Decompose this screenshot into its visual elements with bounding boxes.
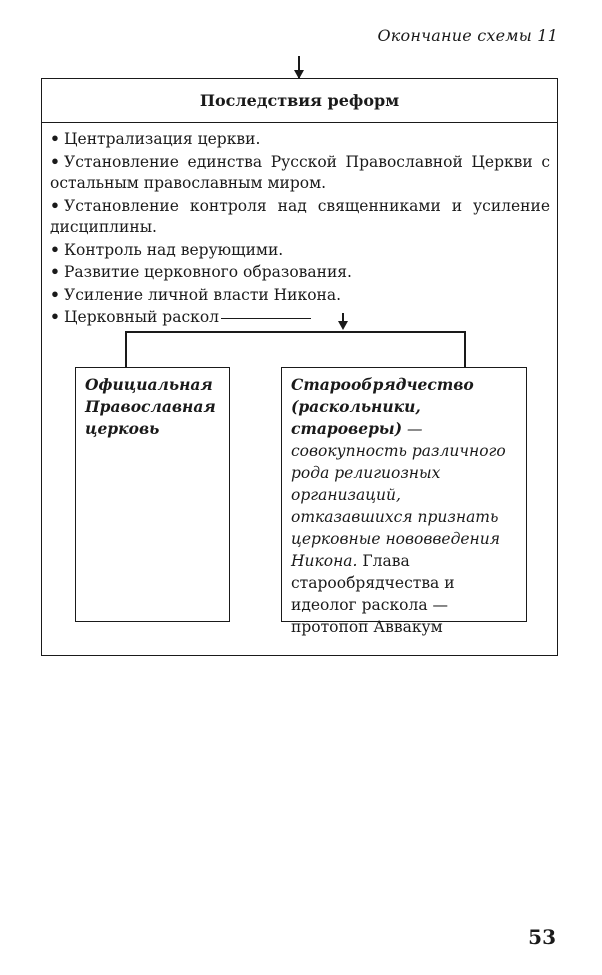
page-number: 53 <box>528 925 556 949</box>
bullet-icon: • <box>50 284 60 304</box>
old-belief-box <box>281 367 527 636</box>
bullet-icon: • <box>50 307 60 326</box>
branch-right-line <box>464 331 466 367</box>
list-item-text: Установление контроля над священниками и усиление дисциплины. <box>50 196 550 236</box>
branch-left-line <box>125 331 127 367</box>
list-item <box>50 239 550 262</box>
official-church-box <box>75 367 230 622</box>
list-item <box>50 151 550 195</box>
old-belief-term: Старообрядчество (раскольники, староверы) <box>291 375 474 438</box>
list-item <box>50 128 550 151</box>
scheme-caption: Окончание схемы 11 <box>377 26 558 45</box>
list-item-text: Установление единства Русской Православной Церкви с остальным православным миром. <box>50 152 550 192</box>
branch-horizontal-line <box>125 331 465 333</box>
list-item <box>50 261 550 284</box>
list-item <box>50 284 550 307</box>
official-church-label: Официальная Православная церковь <box>85 375 216 438</box>
bullet-icon: • <box>50 151 60 171</box>
schism-connector-line <box>221 318 311 319</box>
list-item-text: Усиление личной власти Никона. <box>64 285 342 304</box>
old-belief-definition: — совокупность различного рода религиозных организаций, отказавшихся признать церковные нововведения Никона. <box>291 420 506 570</box>
list-item-text: Централизация церкви. <box>64 130 261 148</box>
schism-arrow-icon <box>338 321 348 330</box>
list-item <box>50 195 550 239</box>
list-item-schism <box>50 306 550 329</box>
old-belief-leader: Глава старообрядчества и идеолог раскола — протопоп Аввакум <box>291 552 455 636</box>
consequences-title: Последствия реформ <box>42 79 557 123</box>
list-item-text: Церковный раскол <box>64 308 219 326</box>
consequences-list <box>50 128 550 329</box>
bullet-icon: • <box>50 239 60 259</box>
bullet-icon: • <box>50 195 60 215</box>
list-item-text: Развитие церковного образования. <box>64 263 352 281</box>
list-item-text: Контроль над верующими. <box>64 240 284 259</box>
bullet-icon: • <box>50 262 60 281</box>
bullet-icon: • <box>50 129 60 148</box>
